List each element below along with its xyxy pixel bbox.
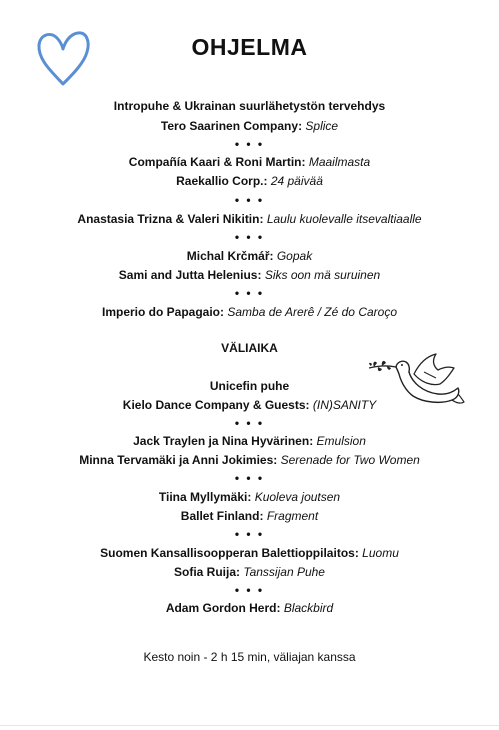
work-title: (IN)SANITY	[312, 398, 377, 412]
separator: • • •	[234, 416, 265, 430]
performer-name: Michal Krčmář	[186, 249, 270, 263]
work-title: Fragment	[266, 509, 319, 523]
performer-name: Intropuhe & Ukrainan suurlähetystön tervehdys	[113, 99, 386, 113]
program-item: Michal Krčmář: Gopak	[186, 249, 313, 263]
program-item: Tiina Myllymäki: Kuoleva joutsen	[158, 490, 341, 504]
work-title: 24 päivää	[270, 174, 323, 188]
page-edge	[0, 725, 499, 726]
separator: • • •	[234, 471, 265, 485]
separator: • • •	[234, 230, 265, 244]
work-title: Emulsion	[316, 434, 366, 448]
performer-name: Suomen Kansallisoopperan Balettioppilaitos	[100, 546, 355, 560]
performer-name: Anastasia Trizna & Valeri Nikitin	[77, 212, 260, 226]
performer-name: Ballet Finland	[180, 509, 260, 523]
intermission-heading: VÄLIAIKA	[221, 341, 278, 355]
work-title: Tanssijan Puhe	[243, 565, 325, 579]
performer-name: Jack Traylen ja Nina Hyvärinen	[133, 434, 310, 448]
program-item: Kielo Dance Company & Guests: (IN)SANITY	[122, 398, 377, 412]
separator: • • •	[234, 137, 265, 151]
performer-name: Compañía Kaari & Roni Martin	[128, 155, 302, 169]
program-item: Anastasia Trizna & Valeri Nikitin: Laulu kuolevalle itsevaltiaalle	[77, 212, 422, 226]
performer-name: Raekallio Corp.	[176, 174, 264, 188]
program-item: Minna Tervamäki ja Anni Jokimies: Serenade for Two Women	[79, 453, 420, 467]
performer-name: Sofia Ruija	[174, 565, 237, 579]
page-title: OHJELMA	[191, 34, 308, 60]
performer-name: Sami and Jutta Helenius	[118, 268, 258, 282]
separator: • • •	[234, 527, 265, 541]
performer-name: Imperio do Papagaio	[101, 305, 221, 319]
performer-name: Tiina Myllymäki	[158, 490, 248, 504]
program-item: Tero Saarinen Company: Splice	[160, 119, 339, 133]
program-item: Sofia Ruija: Tanssijan Puhe	[174, 565, 325, 579]
performer-name: Unicefin puhe	[209, 379, 290, 393]
work-title: Serenade for Two Women	[280, 453, 420, 467]
program-item: Jack Traylen ja Nina Hyvärinen: Emulsion	[133, 434, 366, 448]
work-title: Gopak	[276, 249, 313, 263]
performer-name: Kielo Dance Company & Guests	[122, 398, 306, 412]
program-item: Compañía Kaari & Roni Martin: Maailmasta	[128, 155, 371, 169]
program-item: Adam Gordon Herd: Blackbird	[165, 601, 334, 615]
work-title: Blackbird	[283, 601, 334, 615]
separator: • • •	[234, 583, 265, 597]
work-title: Luomu	[362, 546, 399, 560]
work-title: Kuoleva joutsen	[254, 490, 341, 504]
separator: • • •	[234, 286, 265, 300]
program-item: Imperio do Papagaio: Samba de Arerê / Zé do Caroço	[101, 305, 397, 319]
program-item	[0, 98, 499, 114]
performer-name: Adam Gordon Herd	[165, 601, 277, 615]
program-item: Raekallio Corp.: 24 päivää	[176, 174, 323, 188]
program-item	[0, 378, 499, 394]
work-title: Maailmasta	[308, 155, 371, 169]
program-item: Sami and Jutta Helenius: Siks oon mä suruinen	[118, 268, 381, 282]
separator: • • •	[234, 193, 265, 207]
performer-name: Tero Saarinen Company	[160, 119, 299, 133]
work-title: Splice	[305, 119, 339, 133]
program-item: Suomen Kansallisoopperan Balettioppilaitos: Luomu	[100, 546, 399, 560]
work-title: Laulu kuolevalle itsevaltiaalle	[266, 212, 422, 226]
work-title: Siks oon mä suruinen	[264, 268, 381, 282]
work-title: Samba de Arerê / Zé do Caroço	[227, 305, 397, 319]
duration-note: Kesto noin - 2 h 15 min, väliajan kanssa	[143, 650, 356, 664]
performer-name: Minna Tervamäki ja Anni Jokimies	[79, 453, 274, 467]
program-item: Ballet Finland: Fragment	[180, 509, 319, 523]
